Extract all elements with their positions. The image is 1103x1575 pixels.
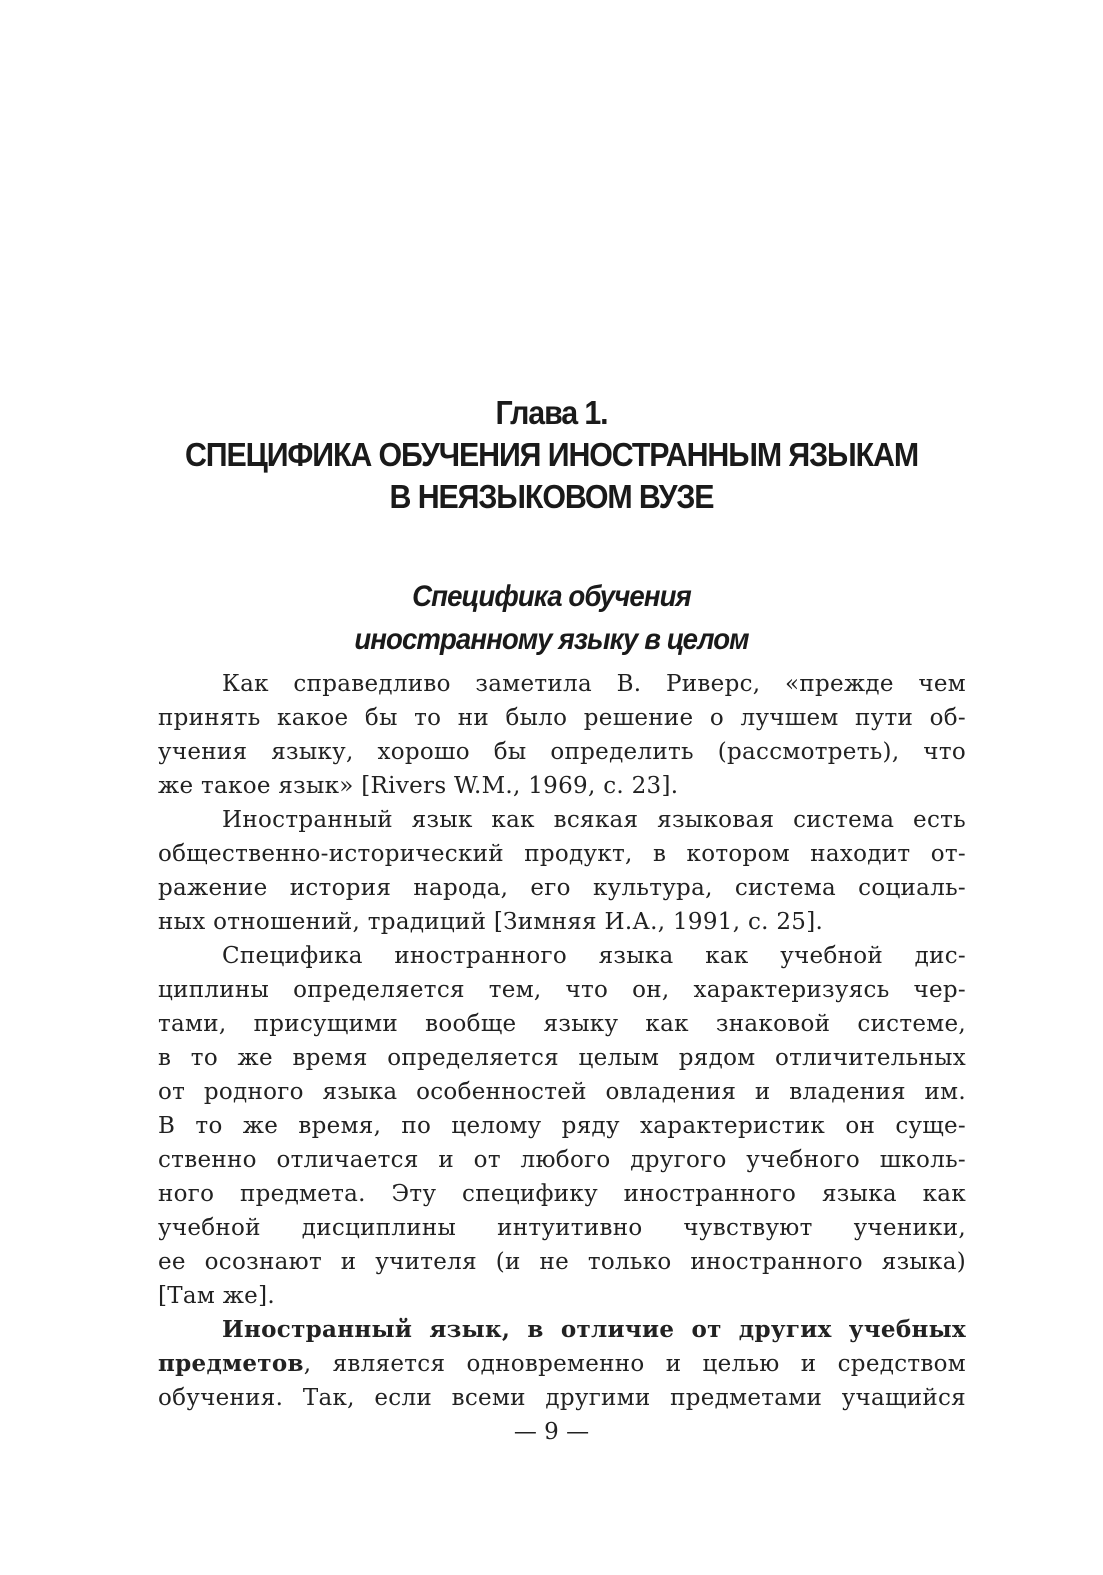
page-number: — 9 — (513, 1419, 590, 1445)
paragraph-1-line: принять какое бы то ни было решение о лучшем пути об- (158, 705, 966, 731)
section-heading (44, 575, 1059, 661)
paragraph-1-line: же такое язык» [Rivers W.M., 1969, с. 23]. (158, 773, 679, 799)
paragraph-3-line: циплины определяется тем, что он, характеризуясь чер- (158, 977, 966, 1003)
paragraph-2-line: ражение история народа, его культура, система социаль- (158, 875, 966, 901)
paragraph-2-line: Иностранный язык как всякая языковая система есть (222, 807, 966, 833)
paragraph-2-line: общественно-исторический продукт, в котором находит от- (158, 841, 966, 867)
paragraph-2-line: ных отношений, традиций [Зимняя И.А., 1991, с. 25]. (158, 909, 824, 935)
paragraph-4-line (158, 1347, 966, 1381)
paragraph-3-line: тами, присущими вообще языку как знаковой системе, (158, 1011, 966, 1037)
paragraph-3-line: ее осознают и учителя (и не только иностранного языка) (158, 1249, 966, 1275)
body-text (158, 667, 966, 1415)
chapter-heading (44, 392, 1059, 518)
paragraph-1-line: учения языку, хорошо бы определить (рассмотреть), что (158, 739, 966, 765)
paragraph-3-line: от родного языка особенностей овладения и владения им. (158, 1079, 966, 1105)
chapter-title-line-2: В НЕЯЗЫКОВОМ ВУЗЕ (389, 478, 714, 515)
paragraph-1-line: Как справедливо заметила В. Риверс, «прежде чем (222, 671, 966, 697)
paragraph-3-line: Специфика иностранного языка как учебной дис- (222, 943, 966, 969)
section-title-line-1: Специфика обучения (412, 580, 691, 613)
paragraph-4-line-rest: , является одновременно и целью и средством (303, 1351, 966, 1377)
chapter-number: Глава 1. (495, 394, 608, 431)
section-title-line-2: иностранному языку в целом (354, 623, 749, 656)
chapter-title-line-1: СПЕЦИФИКА ОБУЧЕНИЯ ИНОСТРАННЫМ ЯЗЫКАМ (184, 436, 919, 473)
paragraph-4-bold-term: предметов (158, 1350, 304, 1377)
paragraph-3-line: ного предмета. Эту специфику иностранного языка как (158, 1181, 966, 1207)
paragraph-3-line: ственно отличается и от любого другого учебного школь- (158, 1147, 966, 1173)
paragraph-4-line: обучения. Так, если всеми другими предметами учащийся (158, 1385, 966, 1411)
paragraph-3-line: [Там же]. (158, 1283, 275, 1309)
paragraph-3-line: в то же время определяется целым рядом отличительных (158, 1045, 966, 1071)
paragraph-3-line: В то же время, по целому ряду характеристик он суще- (158, 1113, 966, 1139)
paragraph-3-line: учебной дисциплины интуитивно чувствуют ученики, (158, 1215, 966, 1241)
paragraph-4-bold-line: Иностранный язык, в отличие от других учебных (222, 1316, 966, 1343)
